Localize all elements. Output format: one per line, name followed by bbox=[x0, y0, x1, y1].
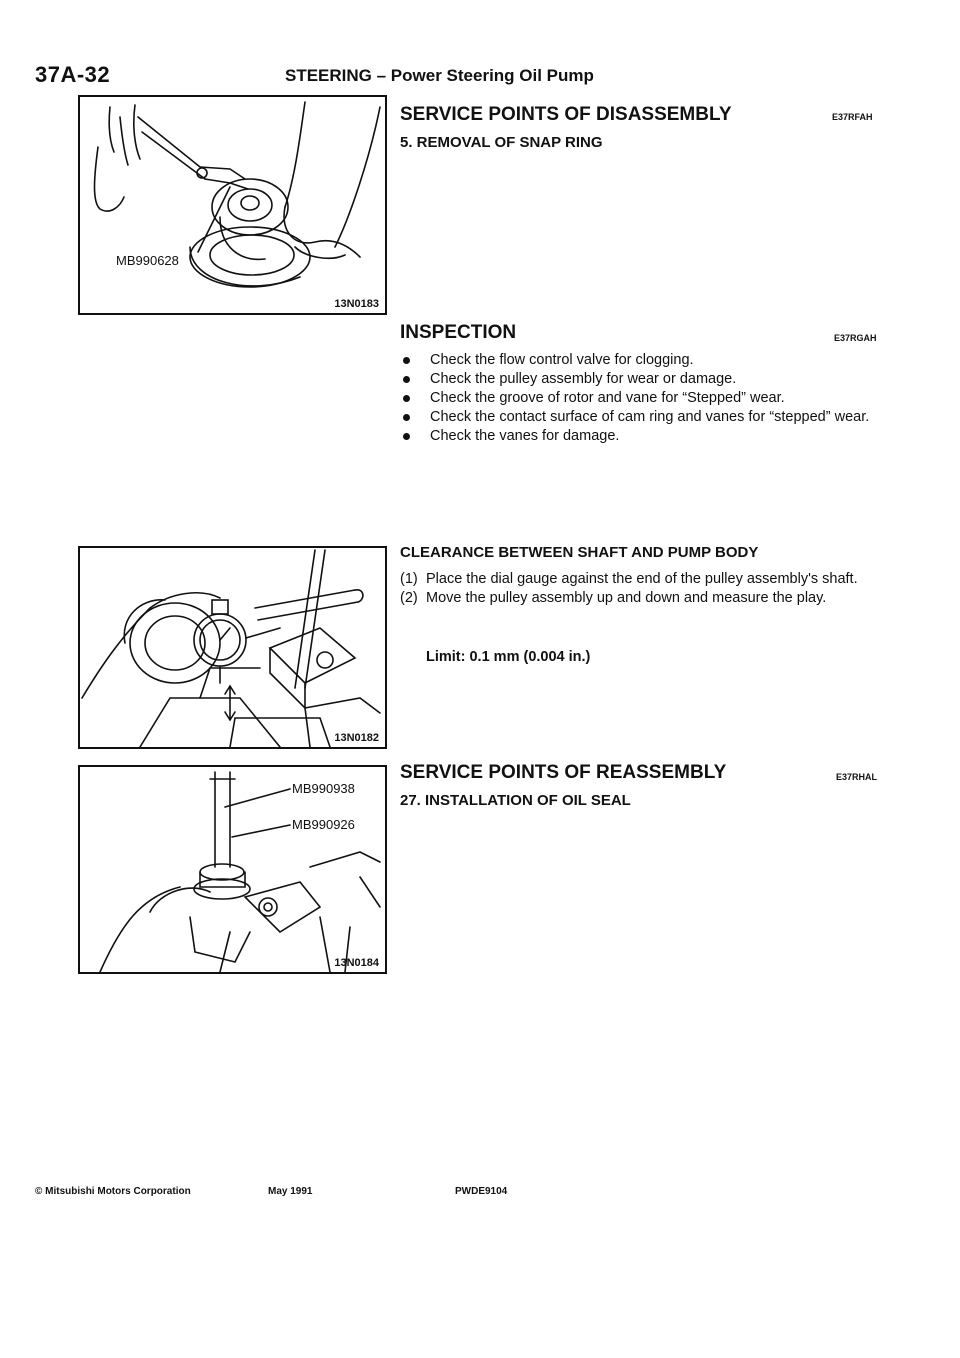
clearance-step bbox=[400, 589, 884, 608]
inspection-list bbox=[400, 351, 884, 446]
step-text: Place the dial gauge against the end of the pulley assembly's shaft. bbox=[426, 571, 858, 587]
disassembly-item: 5. REMOVAL OF SNAP RING bbox=[400, 134, 603, 151]
figure-id: 13N0184 bbox=[334, 957, 379, 969]
disassembly-heading: SERVICE POINTS OF DISASSEMBLY bbox=[400, 104, 732, 125]
step-text: Move the pulley assembly up and down and measure the play. bbox=[426, 590, 827, 606]
inspection-bullet: Check the groove of rotor and vane for “Stepped” wear. bbox=[400, 389, 884, 408]
inspection-heading: INSPECTION bbox=[400, 322, 517, 343]
figure-oil-seal-installation bbox=[78, 765, 387, 974]
reassembly-code: E37RHAL bbox=[836, 772, 878, 782]
figure-id: 13N0182 bbox=[334, 732, 379, 744]
figure-dial-gauge bbox=[78, 546, 387, 749]
oil-seal-installer-illustration bbox=[80, 767, 385, 972]
page-number: 37A-32 bbox=[35, 62, 111, 87]
footer-copyright: © Mitsubishi Motors Corporation bbox=[35, 1186, 191, 1197]
reassembly-heading: SERVICE POINTS OF REASSEMBLY bbox=[400, 762, 727, 783]
inspection-bullet: Check the contact surface of cam ring and vanes for “stepped” wear. bbox=[400, 408, 884, 427]
figure-snap-ring-removal bbox=[78, 95, 387, 315]
clearance-step bbox=[400, 570, 884, 589]
part-label-mb990926: MB990926 bbox=[292, 817, 355, 832]
step-number: (1) bbox=[400, 571, 418, 587]
step-number: (2) bbox=[400, 590, 418, 606]
part-label-mb990938: MB990938 bbox=[292, 781, 355, 796]
clearance-steps bbox=[400, 570, 884, 608]
reassembly-item: 27. INSTALLATION OF OIL SEAL bbox=[400, 792, 631, 809]
inspection-bullet: Check the flow control valve for clogging. bbox=[400, 351, 884, 370]
page-title: STEERING – Power Steering Oil Pump bbox=[285, 66, 594, 85]
snap-ring-pliers-illustration bbox=[80, 97, 385, 313]
footer-doc-code: PWDE9104 bbox=[455, 1186, 508, 1197]
part-label-mb990628: MB990628 bbox=[116, 253, 179, 268]
disassembly-code: E37RFAH bbox=[832, 112, 873, 122]
dial-gauge-illustration bbox=[80, 548, 385, 747]
inspection-bullet: Check the pulley assembly for wear or damage. bbox=[400, 370, 884, 389]
clearance-heading: CLEARANCE BETWEEN SHAFT AND PUMP BODY bbox=[400, 544, 759, 561]
footer-date: May 1991 bbox=[268, 1186, 313, 1197]
figure-id: 13N0183 bbox=[334, 298, 379, 310]
inspection-code: E37RGAH bbox=[834, 333, 877, 343]
clearance-limit: Limit: 0.1 mm (0.004 in.) bbox=[426, 649, 591, 665]
inspection-bullet: Check the vanes for damage. bbox=[400, 427, 884, 446]
